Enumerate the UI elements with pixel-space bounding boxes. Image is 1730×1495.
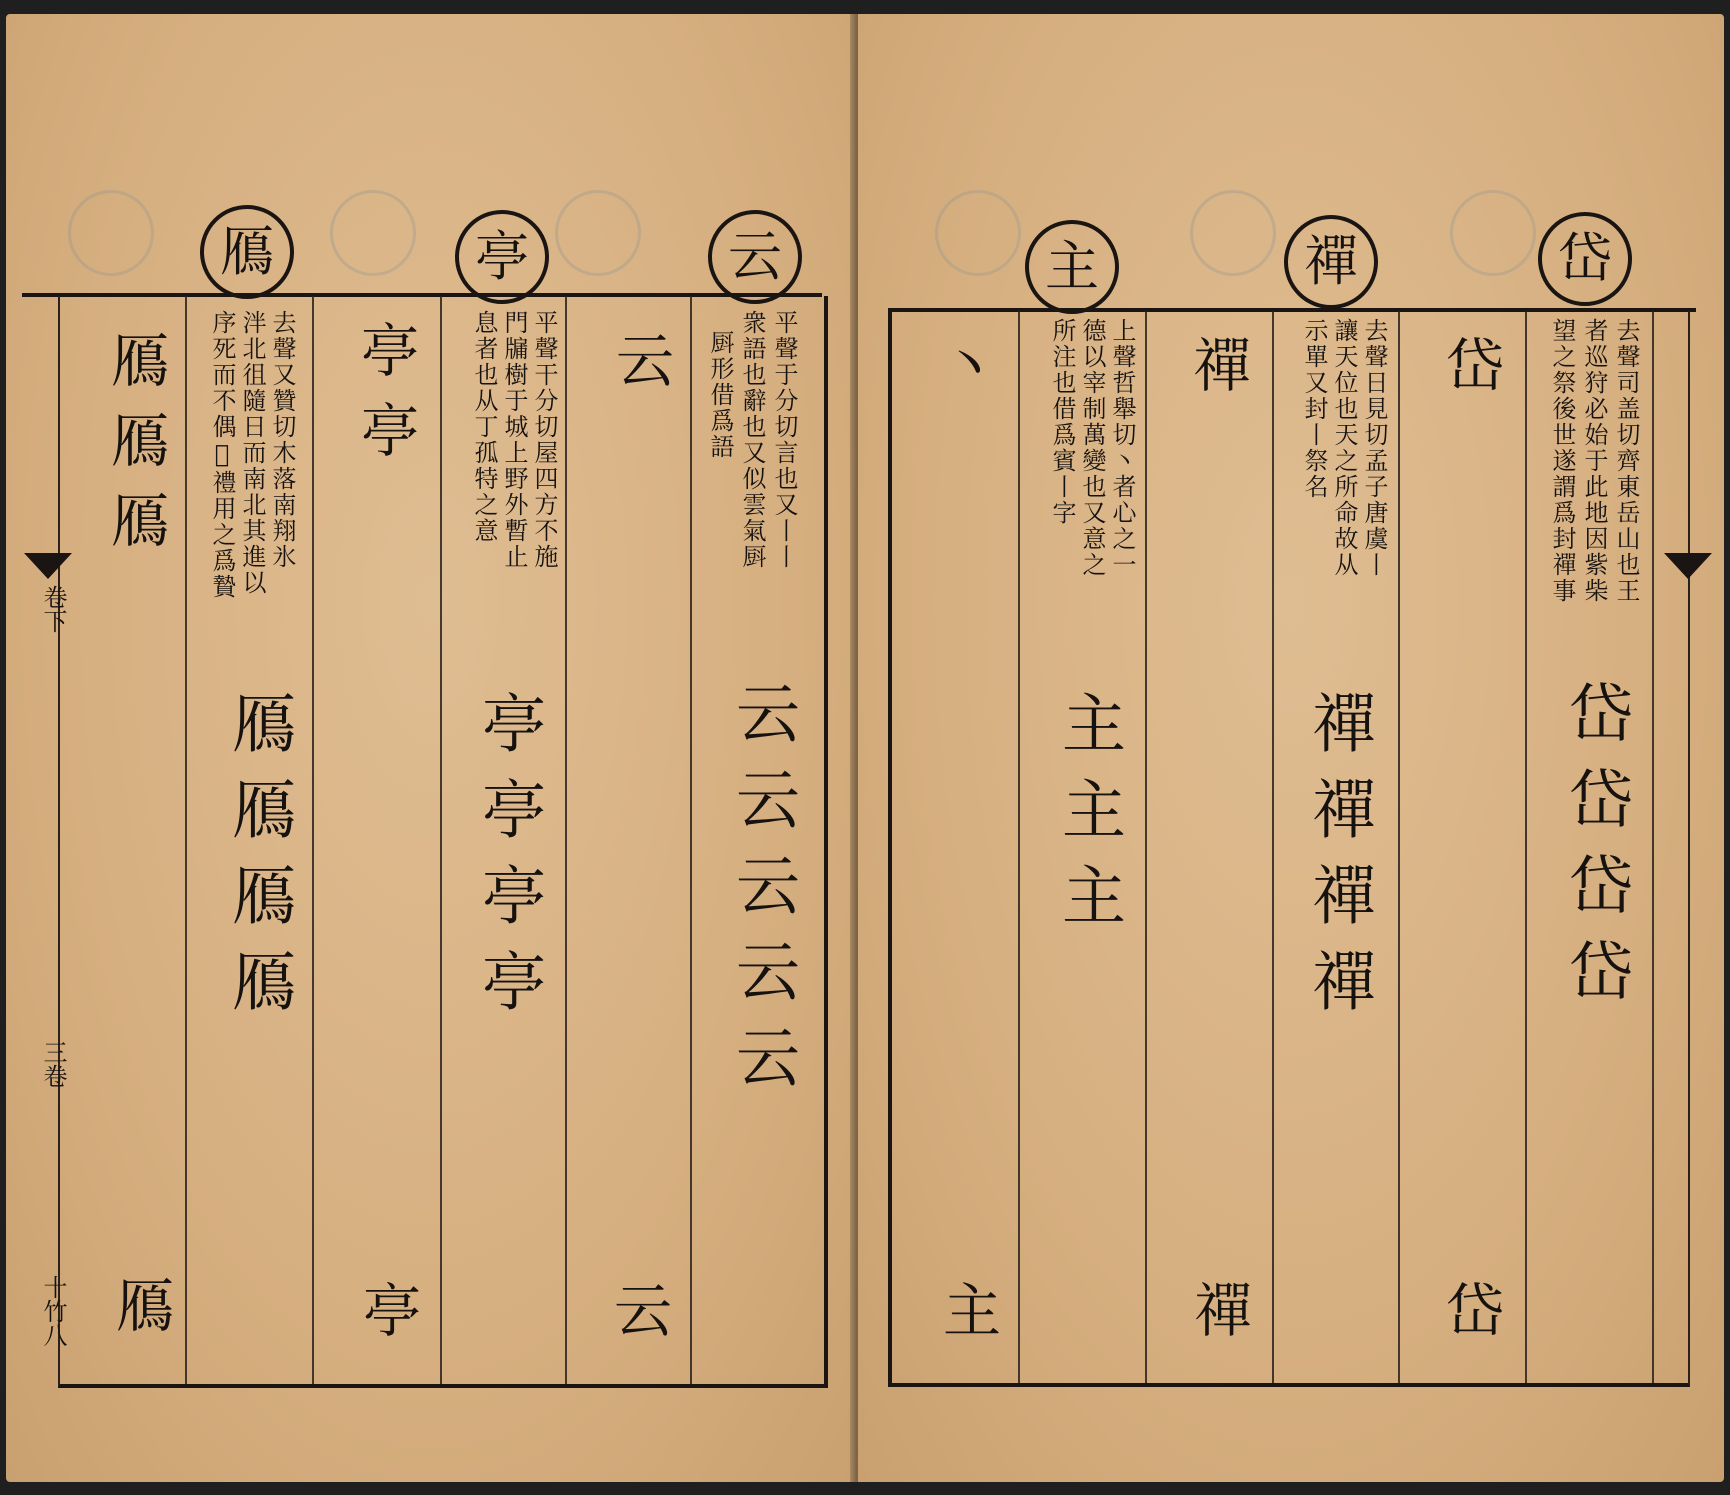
seal-form: 云 <box>725 1024 799 1110</box>
seal-form: 岱 <box>1436 1280 1504 1340</box>
seal-form: 云 <box>725 766 799 852</box>
gloss-column: 去聲司盖切齊東岳山也王 <box>1612 318 1640 604</box>
head-character-circle: 岱 <box>1538 212 1632 306</box>
seal-form-column <box>1048 690 1128 948</box>
seal-form: 丶 <box>930 335 998 395</box>
gloss-column: 上聲哲舉切丶者心之一 <box>1108 318 1136 578</box>
seal-form: 鴈 <box>101 330 169 410</box>
seal-form: 鴈 <box>106 1275 174 1335</box>
gloss-column: 望之祭後世遂謂爲封禪事 <box>1548 318 1576 604</box>
bleed-through-circle <box>1450 190 1536 276</box>
seal-form: 禪 <box>1301 776 1375 862</box>
gloss-column: 讓天位也天之所命故从 <box>1330 318 1358 578</box>
gloss-column: 者巡狩必始于此地因紫柴 <box>1580 318 1608 604</box>
seal-form: 鴈 <box>221 862 295 948</box>
seal-form: 主 <box>933 1280 1001 1340</box>
column-divider <box>440 296 442 1384</box>
head-character-circle: 鴈 <box>200 205 294 299</box>
bleed-through-circle <box>555 190 641 276</box>
head-character-circle: 亭 <box>455 210 549 304</box>
seal-form: 主 <box>1051 690 1125 776</box>
fish-tail-mark <box>24 553 72 579</box>
margin-mark: 三卷 <box>39 1040 67 1088</box>
page-number: 十竹八 <box>39 1275 67 1347</box>
column-divider <box>1272 311 1274 1383</box>
column-divider <box>565 296 567 1384</box>
seal-form: 岱 <box>1558 766 1632 852</box>
seal-form-column <box>468 690 548 1034</box>
seal-form-column <box>218 690 298 1034</box>
fish-tail-mark <box>1664 553 1712 579</box>
gloss-column: 平聲于分切言也又丨丨 <box>770 310 798 570</box>
head-character-circle: 主 <box>1025 220 1119 314</box>
gloss-column: 德以宰制萬變也又意之 <box>1078 318 1106 578</box>
gloss-column: 息者也从丁孤特之意 <box>470 310 498 544</box>
seal-form: 岱 <box>1558 852 1632 938</box>
column-divider <box>1018 311 1020 1383</box>
column-divider <box>1145 311 1147 1383</box>
head-character-circle: 云 <box>708 210 802 304</box>
seal-form-column <box>345 320 425 480</box>
seal-form: 亭 <box>471 776 545 862</box>
seal-form: 主 <box>1051 776 1125 862</box>
seal-form-column <box>1298 690 1378 1034</box>
gloss-column: 去聲日見切孟子唐虞丨 <box>1360 318 1388 578</box>
seal-form: 主 <box>1051 862 1125 948</box>
seal-form-column <box>1555 680 1635 1024</box>
gloss-column: 序死而不偶𢗅禮用之爲贄 <box>208 310 236 600</box>
seal-form: 鴈 <box>101 410 169 490</box>
gloss-column: 平聲干分切屋四方不施 <box>530 310 558 570</box>
seal-form: 云 <box>725 938 799 1024</box>
seal-form: 亭 <box>471 690 545 776</box>
seal-form: 禪 <box>1183 335 1251 395</box>
seal-form: 鴈 <box>221 690 295 776</box>
gloss-column: 所注也借爲賓丨字 <box>1048 318 1076 526</box>
seal-form: 禪 <box>1301 690 1375 776</box>
seal-form: 云 <box>606 330 674 390</box>
column-divider <box>690 296 692 1384</box>
column-divider <box>312 296 314 1384</box>
column-divider <box>1398 311 1400 1383</box>
gloss-column: 去聲又贊切木落南翔氷 <box>268 310 296 570</box>
bleed-through-circle <box>330 190 416 276</box>
seal-form: 亭 <box>471 948 545 1034</box>
bleed-through-circle <box>68 190 154 276</box>
seal-form: 亭 <box>351 320 419 400</box>
head-character-circle: 禪 <box>1284 215 1378 309</box>
seal-form: 岱 <box>1558 938 1632 1024</box>
gloss-column: 泮北徂隨日而南北其進以 <box>238 310 266 596</box>
seal-form-column <box>95 330 175 570</box>
seal-form: 云 <box>725 680 799 766</box>
seal-form: 云 <box>725 852 799 938</box>
seal-form: 岱 <box>1436 335 1504 395</box>
seal-form: 岱 <box>1558 680 1632 766</box>
seal-form: 鴈 <box>221 776 295 862</box>
seal-form: 禪 <box>1301 862 1375 948</box>
gloss-column: 㕏形借爲語 <box>706 330 734 460</box>
gloss-column: 示單又封丨祭名 <box>1300 318 1328 500</box>
seal-form: 鴈 <box>221 948 295 1034</box>
bleed-through-circle <box>1190 190 1276 276</box>
seal-form: 禪 <box>1301 948 1375 1034</box>
column-divider <box>185 296 187 1384</box>
seal-form: 亭 <box>351 400 419 480</box>
volume-label: 卷下 <box>39 585 67 633</box>
gloss-column: 門牖樹于城上野外暫止 <box>500 310 528 570</box>
seal-form: 亭 <box>471 862 545 948</box>
seal-form: 亭 <box>353 1280 421 1340</box>
gloss-column: 衆語也辭也又似雲氣㕏 <box>738 310 766 570</box>
seal-form: 云 <box>604 1280 672 1340</box>
seal-form: 鴈 <box>101 490 169 570</box>
column-divider <box>1652 311 1654 1383</box>
seal-form-column <box>722 680 802 1110</box>
column-divider <box>1525 311 1527 1383</box>
seal-form: 禪 <box>1184 1280 1252 1340</box>
bleed-through-circle <box>935 190 1021 276</box>
